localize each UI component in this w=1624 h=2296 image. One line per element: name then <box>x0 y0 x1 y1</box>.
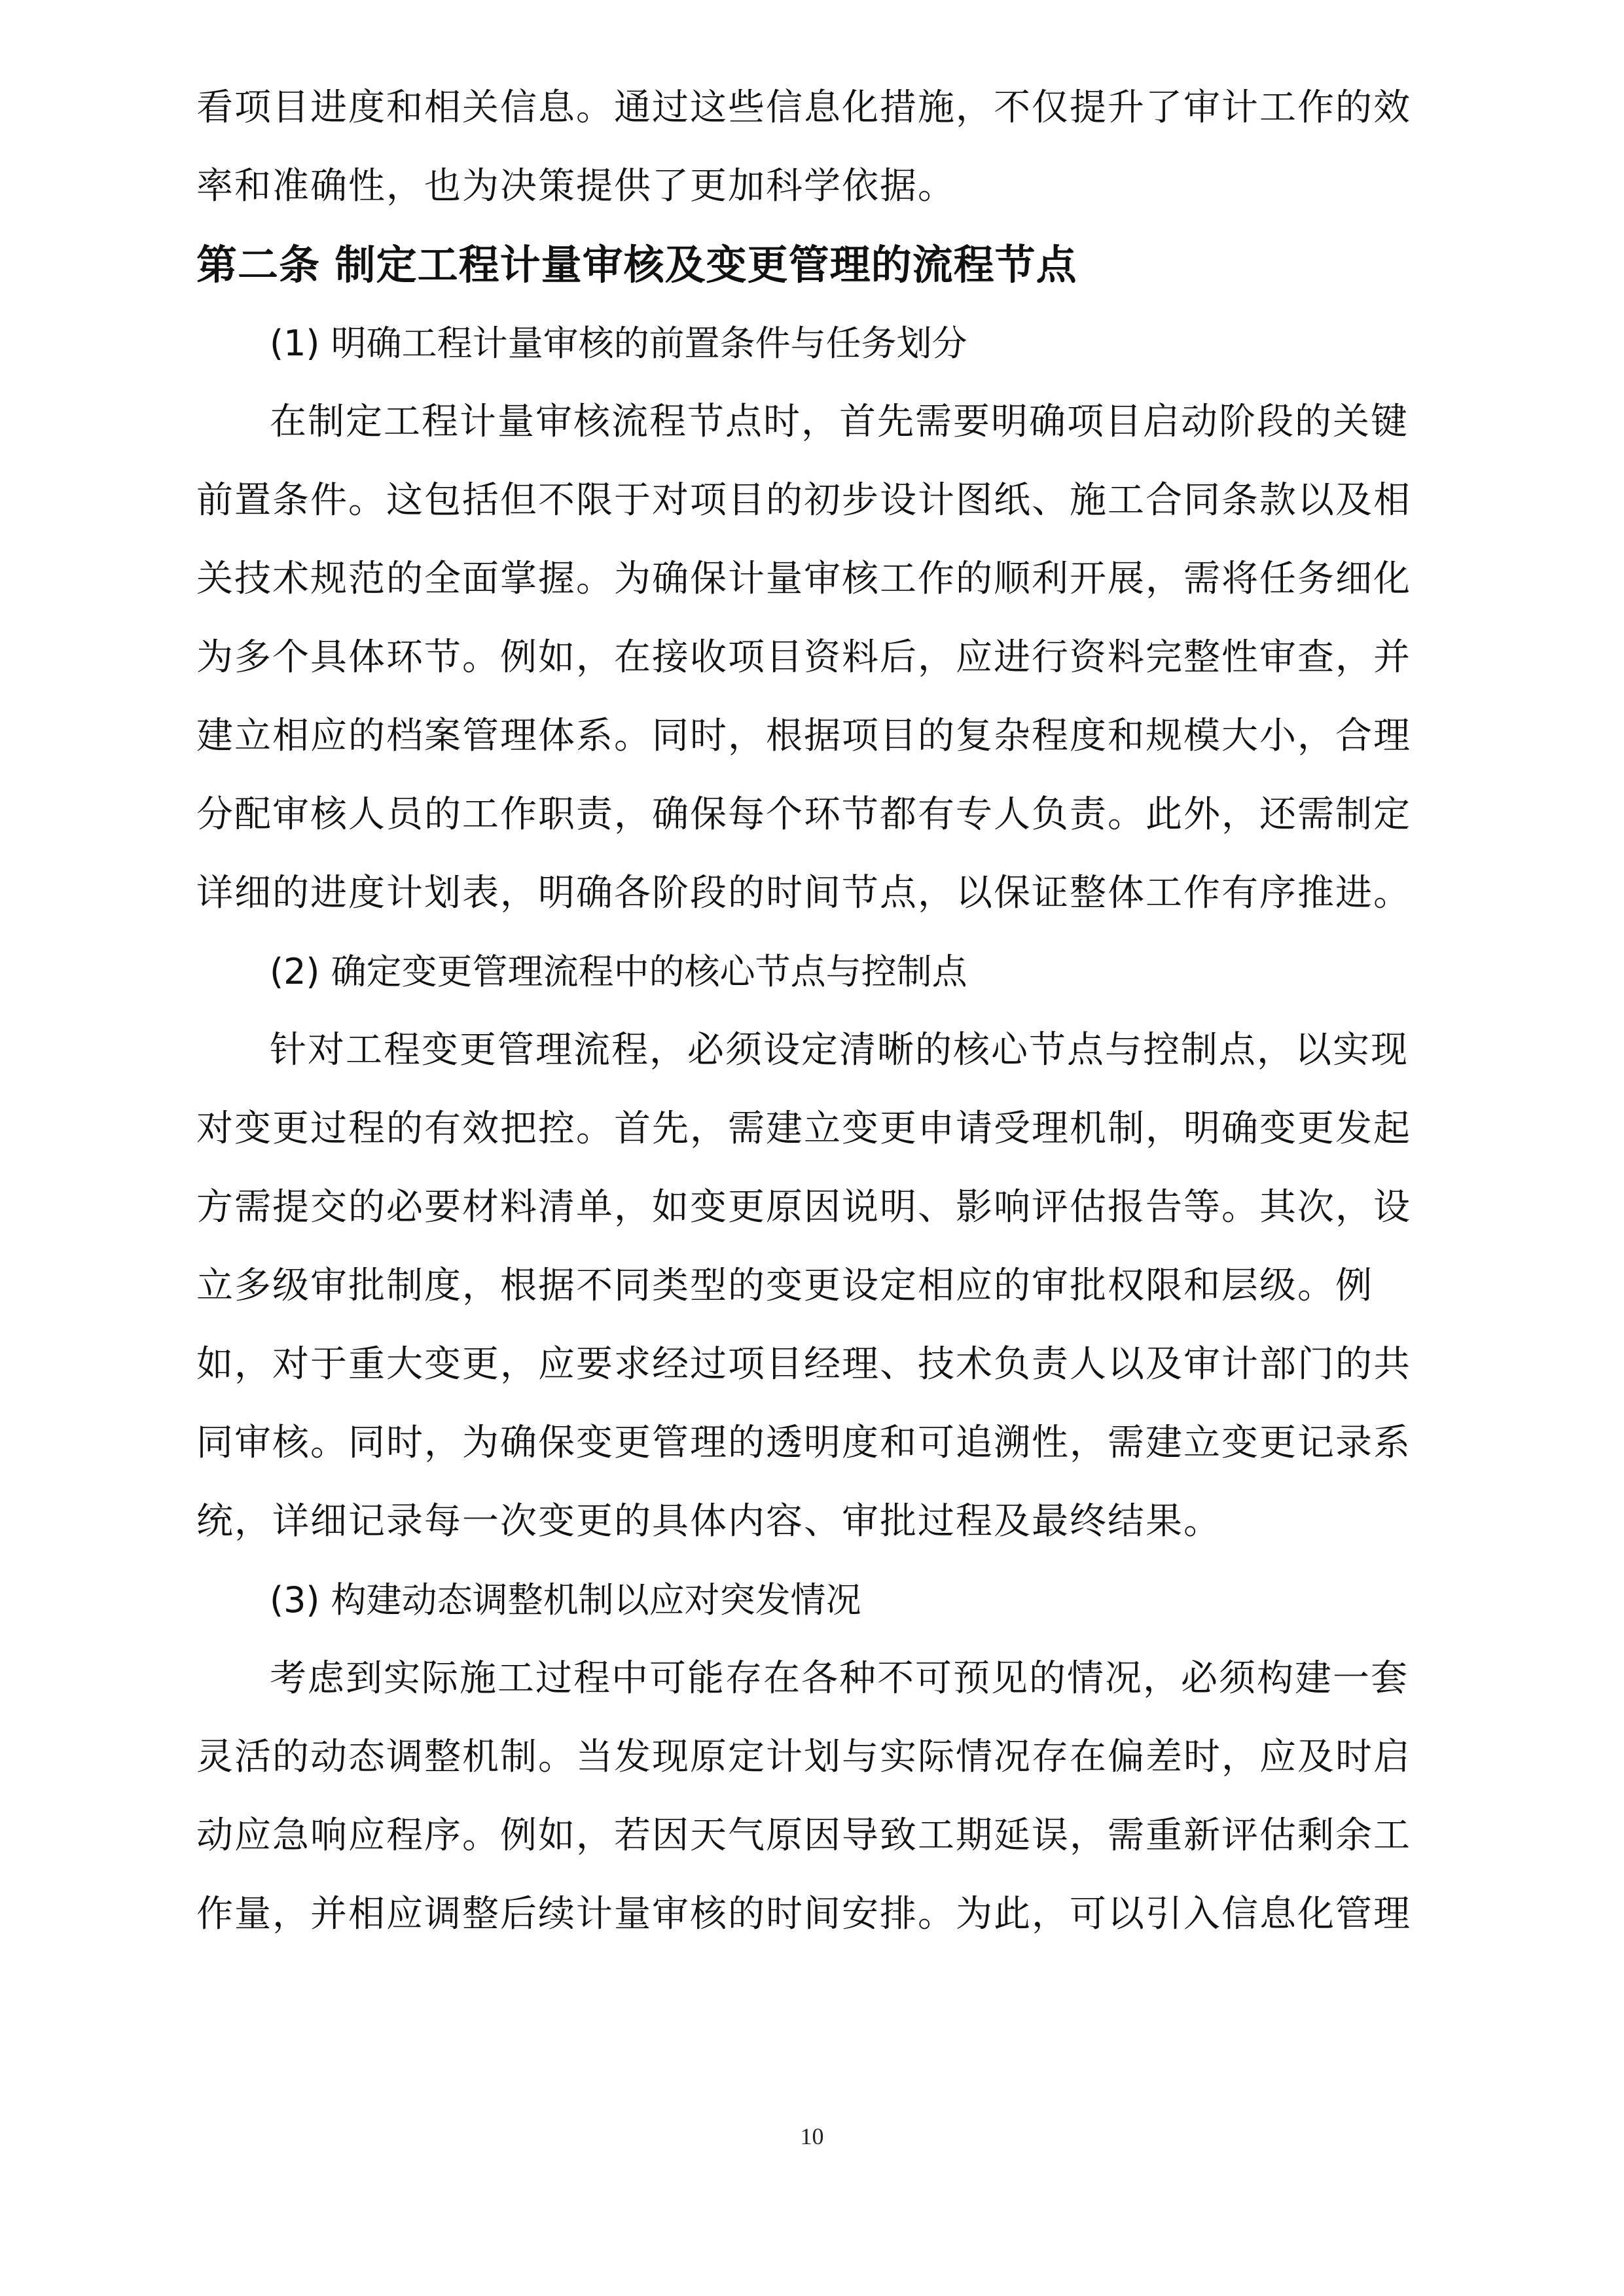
text-line: 率和准确性，也为决策提供了更加科学依据。 <box>196 165 956 207</box>
paragraph-first-line: 在制定工程计量审核流程节点时，首先需要明确项目启动阶段的关键 <box>270 401 1409 443</box>
text-line: 如，对于重大变更，应要求经过项目经理、技术负责人以及审计部门的共 <box>196 1343 1411 1386</box>
text-line: 方需提交的必要材料清单，如变更原因说明、影响评估报告等。其次，设 <box>196 1186 1411 1229</box>
text-line: 作量，并相应调整后续计量审核的时间安排。为此，可以引入信息化管理 <box>196 1893 1411 1935</box>
text-line: 立多级审批制度，根据不同类型的变更设定相应的审批权限和层级。例 <box>196 1265 1373 1307</box>
text-line: 建立相应的档案管理体系。同时，根据项目的复杂程度和规模大小，合理 <box>196 715 1411 757</box>
text-line: 同审核。同时，为确保变更管理的透明度和可追溯性，需建立变更记录系 <box>196 1422 1411 1464</box>
text-line: 灵活的动态调整机制。当发现原定计划与实际情况存在偏差时，应及时启 <box>196 1736 1411 1778</box>
text-line: 分配审核人员的工作职责，确保每个环节都有专人负责。此外，还需制定 <box>196 793 1411 836</box>
text-line: 为多个具体环节。例如，在接收项目资料后，应进行资料完整性审查，并 <box>196 636 1411 679</box>
paragraph-first-line: 针对工程变更管理流程，必须设定清晰的核心节点与控制点，以实现 <box>270 1029 1409 1071</box>
subsection-heading: (3) 构建动态调整机制以应对突发情况 <box>270 1579 861 1621</box>
text-line: 看项目进度和相关信息。通过这些信息化措施，不仅提升了审计工作的效 <box>196 86 1411 129</box>
subsection-heading: (1) 明确工程计量审核的前置条件与任务划分 <box>270 323 967 364</box>
text-line: 对变更过程的有效把控。首先，需建立变更申请受理机制，明确变更发起 <box>196 1107 1411 1150</box>
subsection-heading: (2) 确定变更管理流程中的核心节点与控制点 <box>270 951 967 992</box>
text-line: 关技术规范的全面掌握。为确保计量审核工作的顺利开展，需将任务细化 <box>196 558 1411 600</box>
text-line: 前置条件。这包括但不限于对项目的初步设计图纸、施工合同条款以及相 <box>196 479 1411 522</box>
paragraph-first-line: 考虑到实际施工过程中可能存在各种不可预见的情况，必须构建一套 <box>270 1657 1409 1700</box>
section-heading: 第二条 制定工程计量审核及变更管理的流程节点 <box>196 241 1077 289</box>
text-line: 动应急响应程序。例如，若因天气原因导致工期延误，需重新评估剩余工 <box>196 1814 1411 1857</box>
text-line: 统，详细记录每一次变更的具体内容、审批过程及最终结果。 <box>196 1500 1221 1543</box>
page-number: 10 <box>800 2123 824 2149</box>
text-line: 详细的进度计划表，明确各阶段的时间节点，以保证整体工作有序推进。 <box>196 872 1411 914</box>
